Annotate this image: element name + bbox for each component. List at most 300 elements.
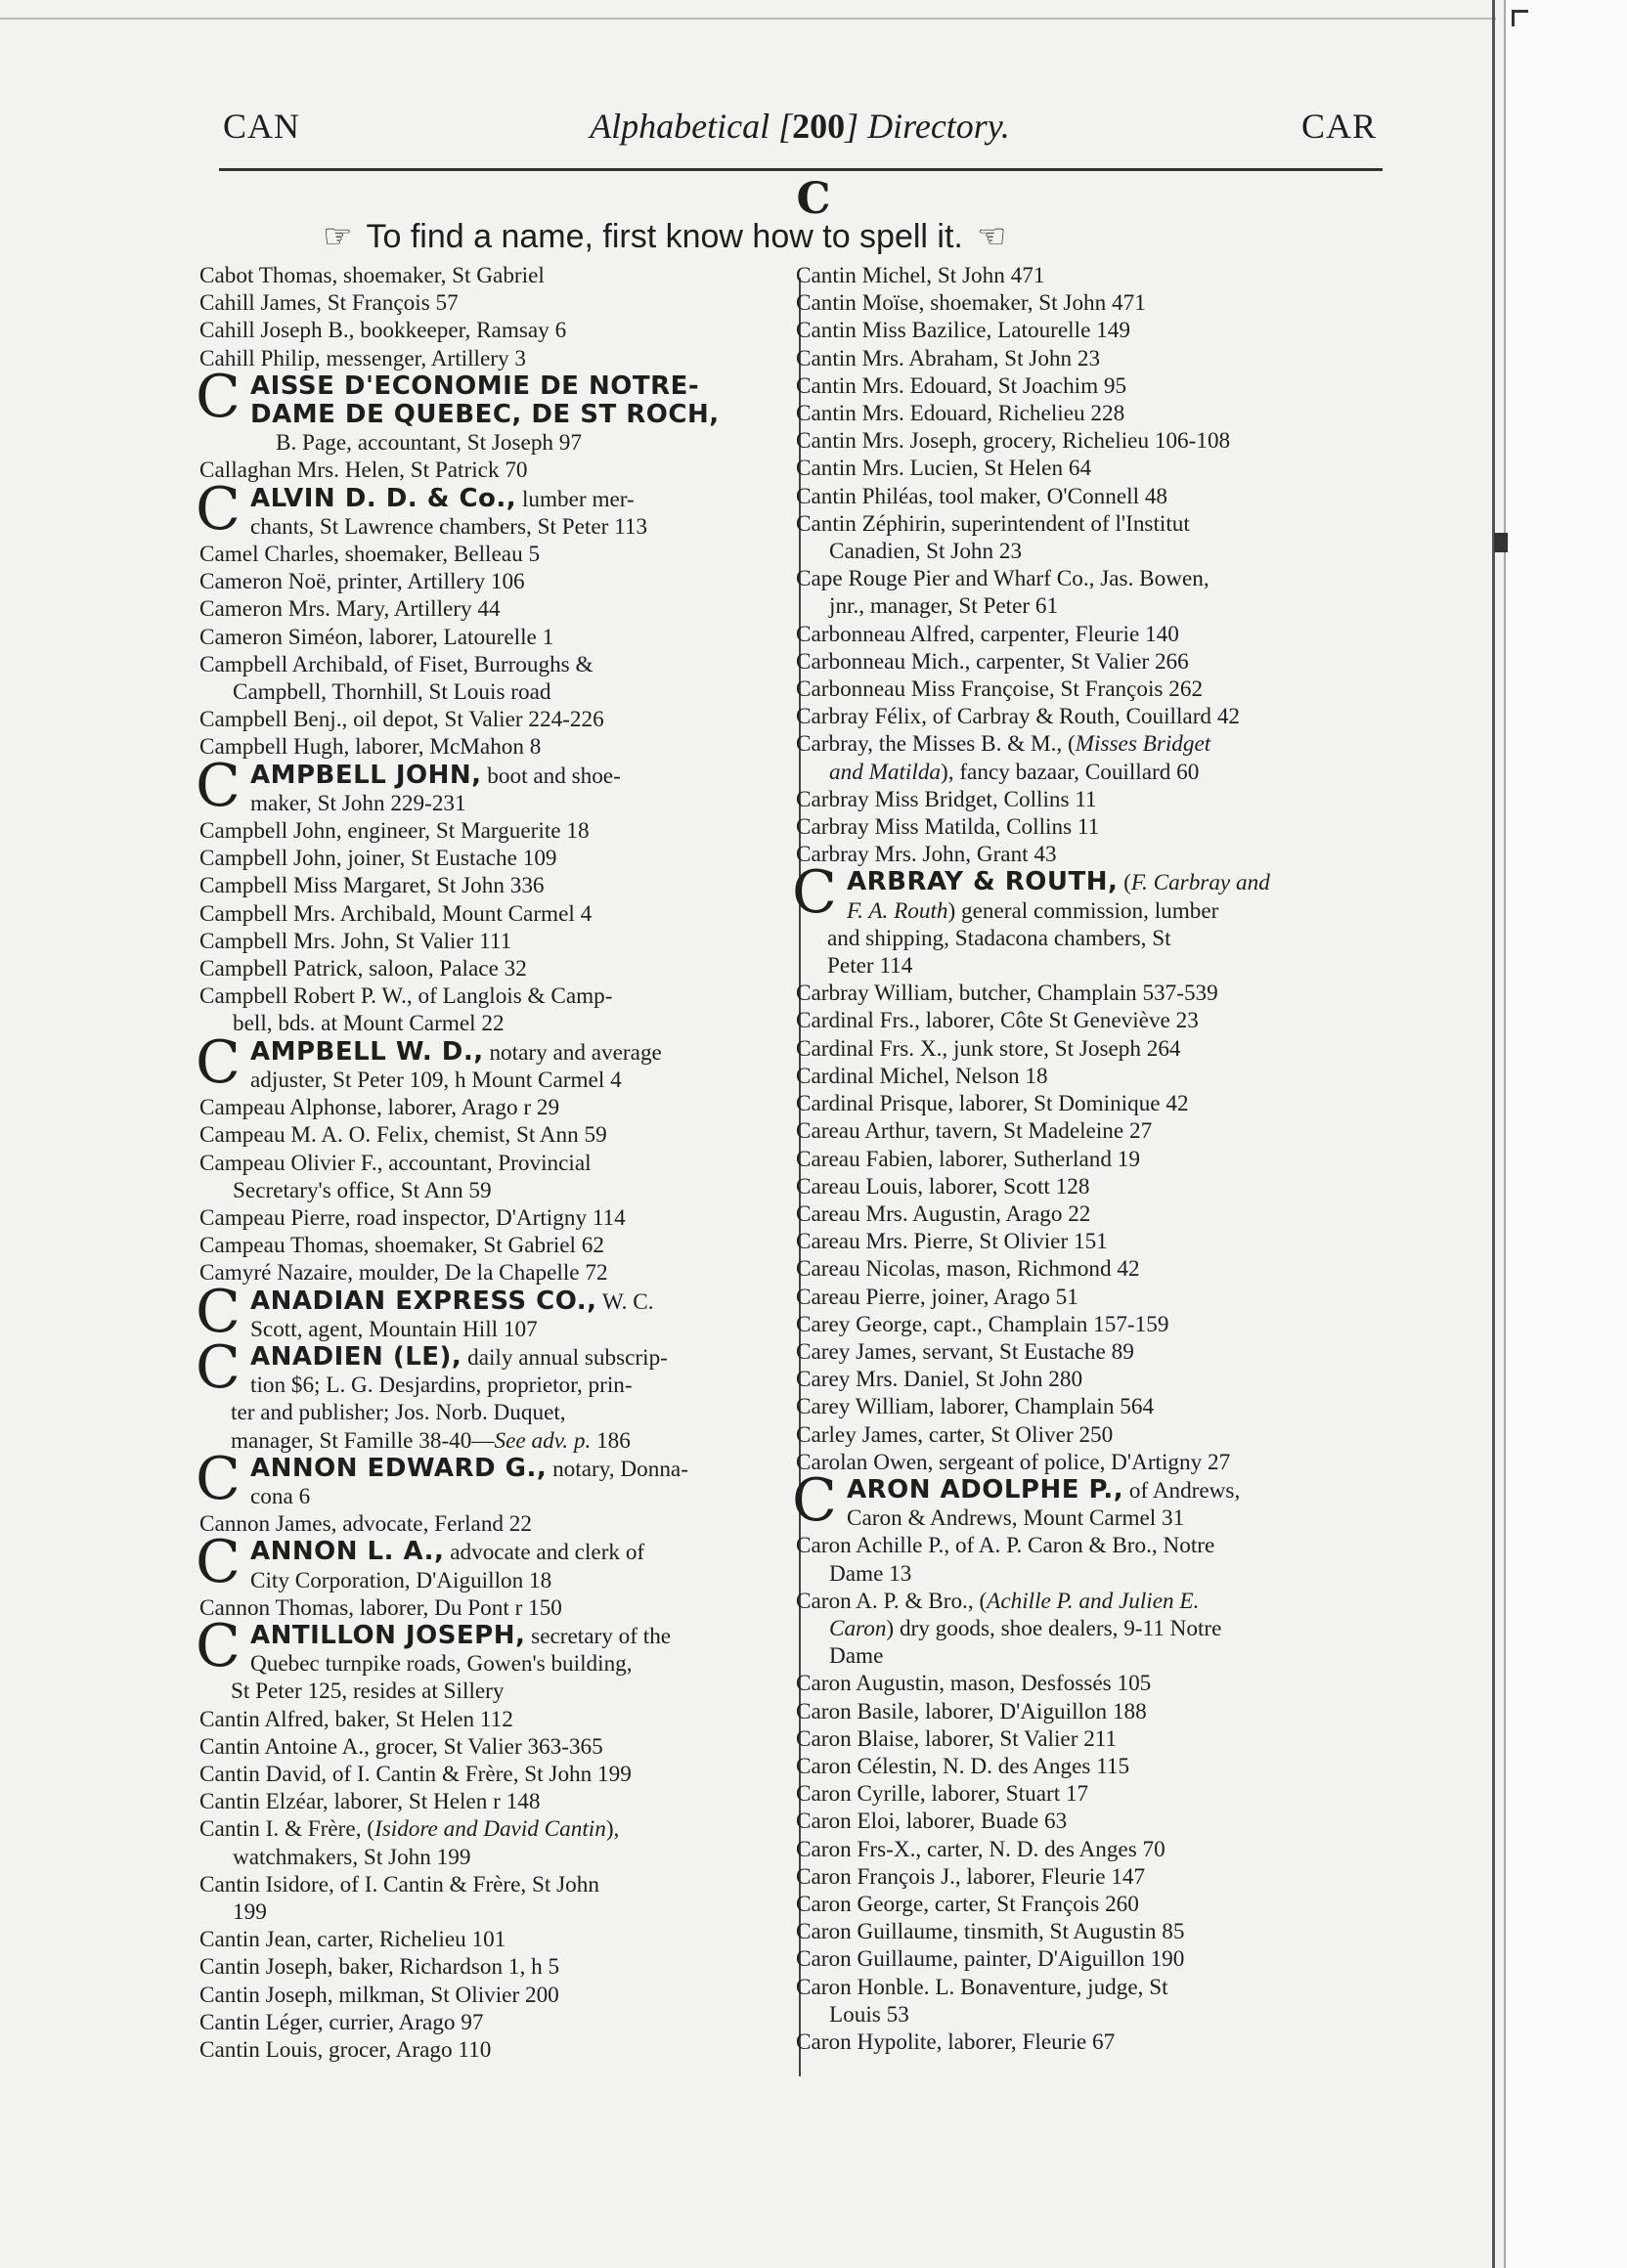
featured-directory-entry — [196, 474, 784, 544]
entry-text: Caron Frs-X., carter, N. D. des Anges 70 — [796, 1836, 1165, 1862]
page-right-edge-shadow — [1504, 0, 1506, 2268]
entry-continuation — [199, 1844, 784, 1871]
directory-entry — [796, 1007, 1381, 1034]
entry-text: Camyré Nazaire, moulder, De la Chapelle 72 — [199, 1260, 608, 1287]
entry-text: Campbell Benj., oil depot, St Valier 224-226 — [199, 707, 604, 733]
entry-text: Cardinal Frs., laborer, Côte St Geneviève 23 — [796, 1008, 1199, 1034]
entry-text: Carbonneau Alfred, carpenter, Fleurie 140 — [796, 621, 1179, 647]
directory-entry — [199, 817, 784, 845]
featured-directory-entry — [792, 1465, 1381, 1535]
directory-entry — [796, 510, 1381, 538]
featured-entry-line: St Peter 125, resides at Sillery — [231, 1679, 505, 1705]
entry-text: Cantin Mrs. Lucien, St Helen 64 — [796, 456, 1092, 482]
entry-continuation — [796, 759, 1381, 786]
entry-text: Caron George, carter, St François 260 — [796, 1891, 1139, 1917]
directory-entry — [796, 289, 1381, 317]
entry-text: Cantin Miss Bazilice, Latourelle 149 — [796, 318, 1130, 344]
motto-line — [323, 217, 1281, 256]
directory-entry — [199, 1204, 784, 1232]
featured-entry-text: ) general commission, lumber — [947, 897, 1219, 924]
featured-entry-text: W. C. — [596, 1288, 654, 1315]
featured-directory-entry — [196, 1277, 784, 1346]
featured-entry-name: ALVIN D. D. & Co., — [250, 484, 517, 513]
entry-text: watchmakers, St John 199 — [233, 1844, 471, 1870]
entry-text: Camel Charles, shoemaker, Belleau 5 — [199, 542, 541, 568]
directory-entry — [199, 733, 784, 761]
directory-entry — [796, 1228, 1381, 1255]
directory-entry — [796, 1945, 1381, 1973]
directory-entry — [199, 568, 784, 595]
featured-entry-line — [847, 1505, 1381, 1532]
entry-text: Careau Fabien, laborer, Sutherland 19 — [796, 1146, 1140, 1172]
directory-entry — [199, 1121, 784, 1149]
entry-text: Careau Arthur, tavern, St Madeleine 27 — [796, 1118, 1153, 1145]
directory-entry — [796, 1780, 1381, 1808]
directory-entry — [796, 1200, 1381, 1228]
directory-entry — [199, 289, 784, 317]
directory-entry — [796, 1311, 1381, 1338]
entry-text: Cantin Mrs. Edouard, St Joachim 95 — [796, 372, 1127, 399]
featured-entry-line: and shipping, Stadacona chambers, St — [827, 925, 1171, 951]
directory-entry — [796, 345, 1381, 372]
entry-text: Cahill James, St François 57 — [199, 290, 459, 317]
entry-text: Caron Blaise, laborer, St Valier 211 — [796, 1725, 1118, 1752]
entry-text: ), fancy bazaar, Couillard 60 — [941, 759, 1200, 785]
directory-entry — [796, 1255, 1381, 1283]
directory-entry — [199, 1815, 784, 1843]
entry-text: Campbell Miss Margaret, St John 336 — [199, 873, 545, 899]
featured-entry-text: Peter 114 — [827, 953, 913, 980]
featured-entry-line — [250, 1567, 784, 1594]
entry-text: Carbray William, butcher, Champlain 537-539 — [796, 981, 1218, 1007]
entry-text: Cape Rouge Pier and Wharf Co., Jas. Bowen, — [796, 566, 1209, 592]
featured-entry-text: notary and average — [483, 1039, 662, 1066]
featured-entry-text: City Corporation, D'Aiguillon 18 — [250, 1567, 552, 1593]
featured-entry-text: advocate and clerk of — [444, 1540, 645, 1566]
featured-entry-italic: F. Carbray and — [1130, 870, 1270, 896]
featured-entry-text: Caron & Andrews, Mount Carmel 31 — [847, 1505, 1185, 1532]
entry-text: bell, bds. at Mount Carmel 22 — [233, 1011, 505, 1037]
featured-entry-line — [250, 1343, 784, 1372]
featured-entry-name: ANNON EDWARD G., — [250, 1454, 548, 1483]
entry-text: Caron Cyrille, laborer, Stuart 17 — [796, 1781, 1089, 1808]
page-right-edge — [1492, 0, 1495, 2268]
featured-entry-name: AMPBELL W. D., — [250, 1037, 484, 1067]
directory-entry — [796, 1063, 1381, 1090]
initial-capital-c: C — [196, 1444, 241, 1513]
featured-entry-text: lumber mer- — [516, 486, 635, 512]
directory-entry — [796, 730, 1381, 758]
featured-directory-entry — [196, 1611, 784, 1706]
entry-text: Cantin I. & Frère, ( — [199, 1816, 375, 1843]
initial-capital-c: C — [196, 1277, 241, 1346]
directory-entry — [199, 706, 784, 733]
entry-text: Cantin Mrs. Edouard, Richelieu 228 — [796, 401, 1125, 427]
entry-text: Caron A. P. & Bro., ( — [796, 1588, 988, 1614]
header-right-guide: CAR — [1300, 107, 1377, 146]
featured-entry-line — [250, 1038, 784, 1067]
directory-entry — [796, 372, 1381, 400]
left-column — [196, 262, 784, 2064]
section-letter: C — [796, 174, 831, 224]
entry-text: Campbell Patrick, saloon, Palace 32 — [199, 956, 527, 982]
directory-entry — [796, 1117, 1381, 1145]
featured-entry-line — [250, 513, 784, 541]
featured-entry-text: manager, St Famille 38-40— — [231, 1427, 495, 1454]
featured-entry-name: ANADIAN EXPRESS CO., — [250, 1287, 597, 1316]
featured-directory-entry — [196, 1332, 784, 1455]
featured-entry-line — [250, 485, 784, 513]
header-rule — [219, 168, 1383, 171]
featured-entry-line — [847, 868, 1381, 896]
featured-entry-text: Scott, agent, Mountain Hill 107 — [250, 1316, 538, 1342]
directory-entry — [199, 1594, 784, 1622]
directory-entry — [199, 541, 784, 568]
directory-entry — [796, 621, 1381, 648]
entry-text: Campbell Archibald, of Fiset, Burroughs & — [199, 651, 594, 677]
directory-entry — [796, 648, 1381, 676]
advertisement-reference: See adv. p. — [494, 1427, 592, 1454]
entry-text: Caron Hypolite, laborer, Fleurie 67 — [796, 2029, 1116, 2055]
directory-entry — [796, 427, 1381, 455]
directory-entry — [199, 900, 784, 928]
directory-entry — [199, 1510, 784, 1538]
directory-entry — [199, 1761, 784, 1788]
initial-capital-c: C — [196, 362, 241, 431]
directory-entry — [796, 1035, 1381, 1063]
featured-entry-line — [250, 1650, 784, 1678]
featured-entry-text: 186 — [591, 1427, 631, 1454]
entry-italic: Isidore and David Cantin — [374, 1816, 606, 1843]
entry-text: Carbray Mrs. John, Grant 43 — [796, 842, 1057, 868]
featured-entry-text: notary, Donna- — [547, 1456, 688, 1482]
directory-entry — [199, 955, 784, 982]
featured-entry-italic: F. A. Routh — [847, 897, 948, 924]
header-title-prefix: Alphabetical [ — [590, 107, 793, 146]
entry-text: Cameron Siméon, laborer, Latourelle 1 — [199, 624, 554, 650]
adjacent-page-edge — [1506, 0, 1627, 2268]
directory-entry — [199, 595, 784, 623]
entry-text: Cameron Noë, printer, Artillery 106 — [199, 569, 525, 595]
entry-text: Campeau M. A. O. Felix, chemist, St Ann 59 — [199, 1122, 607, 1149]
header-title-suffix: ] Directory. — [845, 107, 1010, 146]
directory-entry — [796, 1366, 1381, 1393]
page-number: 200 — [792, 107, 846, 146]
featured-entry-line — [250, 372, 784, 401]
entry-text: Carbray Miss Bridget, Collins 11 — [796, 786, 1097, 812]
directory-entry — [796, 1284, 1381, 1311]
entry-text: Cantin Joseph, baker, Richardson 1, h 5 — [199, 1954, 560, 1981]
entry-text: Campbell John, engineer, St Marguerite 18 — [199, 818, 590, 845]
entry-text: Carbray Miss Matilda, Collins 11 — [796, 814, 1100, 841]
directory-entry — [796, 1173, 1381, 1200]
directory-entry — [796, 2028, 1381, 2056]
entry-text: Cahill Joseph B., bookkeeper, Ramsay 6 — [199, 318, 567, 344]
featured-entry-line — [847, 1476, 1381, 1505]
directory-entry — [796, 455, 1381, 482]
entry-continuation — [796, 592, 1381, 620]
entry-text: Cantin Philéas, tool maker, O'Connell 48 — [796, 483, 1168, 509]
directory-entry — [796, 1974, 1381, 2001]
featured-entry-line — [250, 1316, 784, 1343]
pointing-hand-left-icon: ☜ — [976, 218, 1007, 255]
entry-text: Careau Louis, laborer, Scott 128 — [796, 1173, 1090, 1199]
entry-continuation — [796, 538, 1381, 565]
entry-text: Caron Guillaume, tinsmith, St Augustin 85 — [796, 1919, 1185, 1945]
directory-entry — [199, 982, 784, 1010]
entry-text: Cardinal Michel, Nelson 18 — [796, 1063, 1048, 1089]
entry-text: Cameron Mrs. Mary, Artillery 44 — [199, 596, 501, 623]
entry-text: Campbell Robert P. W., of Langlois & Camp- — [199, 983, 613, 1010]
entry-text: Campeau Alphonse, laborer, Arago r 29 — [199, 1095, 560, 1121]
directory-entry — [199, 1982, 784, 2009]
featured-directory-entry — [196, 362, 784, 458]
directory-entry — [796, 1725, 1381, 1753]
initial-capital-c: C — [196, 1332, 241, 1402]
entry-text: Campbell Mrs. Archibald, Mount Carmel 4 — [199, 900, 593, 927]
entry-text: Cantin Antoine A., grocer, St Valier 363-365 — [199, 1733, 603, 1760]
featured-entry-name: ANADIEN (LE), — [250, 1342, 462, 1372]
entry-text: Campbell Hugh, laborer, McMahon 8 — [199, 734, 542, 761]
directory-entry — [199, 651, 784, 678]
directory-entry — [199, 1953, 784, 1981]
header-title — [223, 106, 1377, 147]
entry-text: jnr., manager, St Peter 61 — [829, 593, 1059, 620]
entry-text: Cantin Alfred, baker, St Helen 112 — [199, 1706, 513, 1732]
entry-text: Cantin Zéphirin, superintendent of l'Institut — [796, 510, 1190, 537]
entry-text: Cahill Philip, messenger, Artillery 3 — [199, 345, 526, 371]
directory-entry — [796, 786, 1381, 813]
directory-entry — [796, 1753, 1381, 1780]
entry-text: Campbell John, joiner, St Eustache 109 — [199, 846, 557, 872]
entry-italic: and Matilda — [829, 759, 942, 785]
directory-entry — [199, 624, 784, 651]
pointing-hand-right-icon: ☞ — [323, 218, 353, 255]
featured-entry-line — [250, 1483, 784, 1510]
directory-entry — [796, 262, 1381, 289]
entry-text: Caron Eloi, laborer, Buade 63 — [796, 1809, 1068, 1835]
entry-italic: Misses Bridget — [1075, 731, 1211, 758]
directory-entry — [796, 1393, 1381, 1420]
entry-continuation — [199, 1898, 784, 1926]
featured-entry-line: ter and publisher; Jos. Norb. Duquet, — [231, 1400, 566, 1426]
motto-text: To find a name, first know how to spell it. — [366, 217, 963, 255]
entry-text: Cardinal Prisque, laborer, St Dominique 42 — [796, 1091, 1189, 1117]
featured-entry-line — [847, 897, 1381, 925]
featured-entry-line — [250, 1538, 784, 1566]
entry-text: Cabot Thomas, shoemaker, St Gabriel — [199, 263, 545, 288]
entry-text: Cardinal Frs. X., junk store, St Joseph 264 — [796, 1035, 1181, 1062]
entry-text: Caron Augustin, mason, Desfossés 105 — [796, 1671, 1152, 1697]
entry-text: Cannon James, advocate, Ferland 22 — [199, 1511, 532, 1538]
entry-text: Secretary's office, St Ann 59 — [233, 1177, 492, 1203]
entry-text: Cannon Thomas, laborer, Du Pont r 150 — [199, 1594, 562, 1621]
entry-text: Carley James, carter, St Oliver 250 — [796, 1421, 1114, 1448]
initial-capital-c: C — [196, 751, 241, 820]
entry-text: Carey George, capt., Champlain 157-159 — [796, 1311, 1169, 1337]
directory-entry — [199, 928, 784, 955]
entry-italic: Caron — [829, 1615, 887, 1641]
directory-entry — [199, 1706, 784, 1733]
directory-entry — [199, 457, 784, 484]
initial-capital-c: C — [196, 1027, 241, 1097]
entry-text: Cantin David, of I. Cantin & Frère, St John 199 — [199, 1761, 632, 1787]
entry-italic: Achille P. and Julien E. — [987, 1588, 1200, 1614]
entry-text: Carolan Owen, sergeant of police, D'Artigny 27 — [796, 1449, 1231, 1475]
directory-entry — [199, 1733, 784, 1761]
directory-entry — [796, 676, 1381, 703]
entry-continuation — [199, 678, 784, 706]
directory-entry — [199, 1232, 784, 1259]
featured-entry-text: of Andrews, — [1123, 1477, 1241, 1504]
entry-text: Carey Mrs. Daniel, St John 280 — [796, 1367, 1083, 1393]
entry-text: ) dry goods, shoe dealers, 9-11 Notre — [886, 1615, 1222, 1641]
directory-entry — [796, 483, 1381, 510]
entry-text: Carbonneau Mich., carpenter, St Valier 266 — [796, 648, 1189, 675]
entry-text: Carbray Félix, of Carbray & Routh, Couillard 42 — [796, 704, 1241, 730]
entry-text: Canadien, St John 23 — [829, 539, 1023, 565]
header-left-guide: CAN — [223, 107, 301, 146]
entry-text: Careau Pierre, joiner, Arago 51 — [796, 1284, 1078, 1310]
entry-text: Cantin Elzéar, laborer, St Helen r 148 — [199, 1789, 541, 1815]
entry-text: Cantin Mrs. Joseph, grocery, Richelieu 106-108 — [796, 428, 1231, 455]
entry-text: Cantin Louis, grocer, Arago 110 — [199, 2037, 492, 2063]
directory-entry — [199, 1259, 784, 1287]
initial-capital-c: C — [196, 1528, 241, 1597]
featured-entry-line — [250, 762, 784, 790]
directory-entry — [199, 317, 784, 344]
entry-text: 199 — [233, 1898, 267, 1925]
directory-entry — [796, 841, 1381, 868]
directory-entry — [796, 1891, 1381, 1918]
featured-entry-name: AISSE D'ECONOMIE DE NOTRE- — [250, 371, 700, 401]
directory-entry — [199, 262, 784, 289]
featured-entry-name: ARON ADOLPHE P., — [847, 1475, 1124, 1505]
featured-directory-entry — [196, 1027, 784, 1097]
featured-entry-line — [250, 1067, 784, 1094]
entry-continuation: Dame — [829, 1643, 884, 1670]
directory-entry — [796, 1918, 1381, 1945]
directory-entry — [199, 1926, 784, 1953]
entry-text: Caron Célestin, N. D. des Anges 115 — [796, 1753, 1130, 1779]
entry-text: Campeau Thomas, shoemaker, St Gabriel 62 — [199, 1233, 604, 1259]
directory-entry — [796, 1670, 1381, 1697]
featured-entry-name: ANNON L. A., — [250, 1538, 445, 1567]
directory-entry — [796, 1146, 1381, 1173]
featured-entry-line — [250, 790, 784, 817]
entry-continuation — [796, 2001, 1381, 2028]
directory-entry — [796, 317, 1381, 344]
featured-directory-entry — [196, 1528, 784, 1597]
featured-entry-line — [250, 1622, 784, 1650]
featured-entry-text: boot and shoe- — [481, 763, 621, 789]
page-corner-mark — [1512, 10, 1528, 26]
entry-text: Campbell, Thornhill, St Louis road — [233, 679, 551, 706]
entry-text: Cantin Isidore, of I. Cantin & Frère, St John — [199, 1871, 599, 1897]
entry-text: Cantin Joseph, milkman, St Olivier 200 — [199, 1982, 559, 2008]
entry-text: Cantin Léger, currier, Arago 97 — [199, 2009, 484, 2035]
directory-entry — [796, 1090, 1381, 1117]
directory-entry — [199, 2009, 784, 2036]
featured-entry-text: chants, St Lawrence chambers, St Peter 113 — [250, 513, 648, 540]
entry-text: Careau Nicolas, mason, Richmond 42 — [796, 1256, 1140, 1283]
directory-entry — [199, 1871, 784, 1898]
featured-entry-line: B. Page, accountant, St Joseph 97 — [276, 430, 582, 457]
directory-entry — [796, 1698, 1381, 1725]
entry-continuation — [796, 1615, 1381, 1642]
featured-entry-text: cona 6 — [250, 1483, 311, 1509]
directory-entry — [199, 1150, 784, 1177]
directory-entry — [796, 1836, 1381, 1863]
entry-text: Carey William, laborer, Champlain 564 — [796, 1394, 1155, 1420]
directory-entry — [796, 813, 1381, 841]
featured-entry-line — [250, 1455, 784, 1483]
entry-text: Dame 13 — [829, 1560, 912, 1587]
directory-entry — [199, 1788, 784, 1815]
page-top-edge — [0, 18, 1496, 20]
featured-entry-name: ANTILLON JOSEPH, — [250, 1621, 526, 1650]
directory-entry — [796, 1808, 1381, 1835]
directory-entry — [796, 400, 1381, 427]
right-column — [792, 262, 1381, 2056]
featured-entry-line — [827, 952, 1381, 980]
featured-entry-line — [250, 401, 784, 429]
featured-directory-entry — [792, 858, 1381, 980]
entry-text: Careau Mrs. Augustin, Arago 22 — [796, 1200, 1091, 1227]
entry-text: Carbonneau Miss Françoise, St François 262 — [796, 676, 1204, 703]
directory-entry — [796, 1532, 1381, 1559]
directory-entry — [199, 872, 784, 899]
entry-continuation — [199, 1177, 784, 1204]
featured-directory-entry — [196, 751, 784, 820]
featured-entry-name: DAME DE QUEBEC, DE ST ROCH, — [250, 401, 720, 430]
binding-tick-mark — [1494, 533, 1508, 552]
entry-text: Carbray, the Misses B. & M., ( — [796, 731, 1076, 758]
entry-text: Caron Guillaume, painter, D'Aiguillon 190 — [796, 1946, 1185, 1973]
directory-entry — [199, 1094, 784, 1121]
featured-entry-name: AMPBELL JOHN, — [250, 761, 482, 790]
featured-entry-name: ARBRAY & ROUTH, — [847, 868, 1119, 897]
initial-capital-c: C — [196, 1611, 241, 1680]
featured-directory-entry — [196, 1444, 784, 1513]
entry-text: Carey James, servant, St Eustache 89 — [796, 1338, 1134, 1365]
entry-text: Cantin Mrs. Abraham, St John 23 — [796, 345, 1101, 371]
page-header — [223, 98, 1377, 156]
entry-text: Cantin Moïse, shoemaker, St John 471 — [796, 290, 1146, 317]
entry-text: Careau Mrs. Pierre, St Olivier 151 — [796, 1229, 1108, 1255]
entry-text: Louis 53 — [829, 2001, 909, 2028]
initial-capital-c: C — [196, 474, 241, 544]
entry-continuation — [796, 1560, 1381, 1588]
featured-entry-text: ( — [1118, 870, 1131, 896]
directory-entry — [199, 845, 784, 872]
entry-text: Cantin Michel, St John 471 — [796, 263, 1045, 288]
directory-entry — [199, 345, 784, 372]
directory-entry — [796, 1338, 1381, 1366]
directory-entry — [796, 565, 1381, 592]
initial-capital-c: C — [792, 1465, 837, 1535]
entry-continuation — [199, 1010, 784, 1037]
entry-text: Campeau Olivier F., accountant, Provincial — [199, 1150, 592, 1176]
entry-text: Callaghan Mrs. Helen, St Patrick 70 — [199, 458, 528, 484]
featured-entry-text: tion $6; L. G. Desjardins, proprietor, prin- — [250, 1373, 633, 1399]
featured-entry-text: Quebec turnpike roads, Gowen's building, — [250, 1651, 633, 1678]
directory-entry — [796, 1588, 1381, 1615]
featured-entry-text: adjuster, St Peter 109, h Mount Carmel 4 — [250, 1067, 622, 1093]
featured-entry-text: secretary of the — [525, 1623, 672, 1649]
entry-text: Campeau Pierre, road inspector, D'Artigny 114 — [199, 1204, 626, 1231]
directory-entry — [796, 1421, 1381, 1449]
